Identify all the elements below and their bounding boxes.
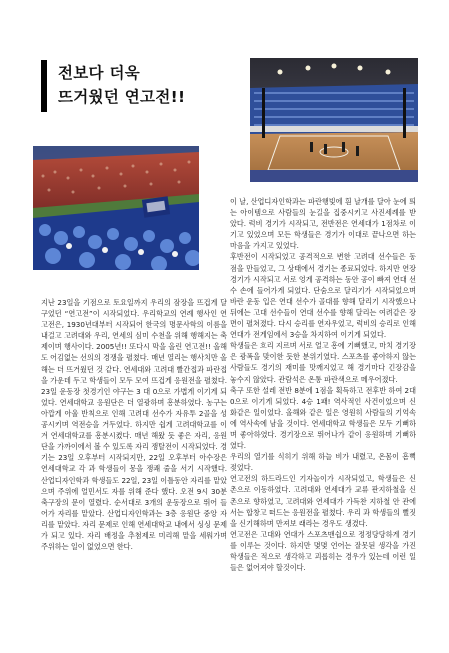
body-paragraph: 연고전의 하드라드인 기자놀이가 시작되었고, 학생들은 신촌으로 이동하였다. 고려대와 연세대가 교류 판지하철을 신촌으로 향하였고, 고려대와 연세대가 가득찬 지하철 안 관에서는 합창고 떠드는 응원전을 펼쳤다. 우리 과 학생들의 뻘짓을 신기해하며 만져보 래라는 경우도 생겼다. <box>230 474 416 528</box>
article-body-right <box>230 196 416 573</box>
title-line-2: 뜨거웠던 연고전!! <box>58 88 186 106</box>
body-paragraph: 축구 또한 설레 전반 8분에 1점을 획득하고 전후반 하여 2대 0으로 이기게 되었다. 4승 1패! 역사적인 사건이었으며 신화같은 일이었다. 올해와 같은 일은 영원히 사람들의 기억속에 역사속에 남을 것이다. 연세대학교 학생들은 모두 기뻐하며 좋아하였다. 경기장으로 뛰어나가 같이 응원하며 기뻐하였다. <box>230 385 416 451</box>
arena-photo <box>250 58 418 182</box>
article-title <box>58 61 228 109</box>
title-line-1: 전보다 더욱 <box>58 64 141 82</box>
article-body-left <box>41 297 227 552</box>
crowd-photo-image <box>33 146 199 270</box>
arena-photo-image <box>250 58 418 182</box>
body-paragraph: 후반전이 시작되었고 공격적으로 변한 고려대 선수들은 동점을 만들었고, 그 상태에서 경기는 종료되었다. 하지만 연장경기가 시작되고 서로 엉게 공격하는 동안 공이 빠져 연대 선수 손에 들어가게 되었다. 단숨으로 달리기가 시작되었으며 바란 운동 입은 연대 선수가 골대를 향해 달리기 시작했으나 뒤에는 고대 선수들이 연대 선수를 향해 달리는 여려같은 장면이 펼쳐졌다. 다시 승리를 연자우었고, 럭비의 승리로 인해 연대가 전게임에서 3승을 차지하여 이기게 되었다. <box>230 252 416 340</box>
title-accent-bar <box>41 60 47 112</box>
body-paragraph: 연고전은 고대와 연대가 스포츠맨쉽으로 정정당당하게 경기를 이루는 것이다. 하지만 몇몇 언어는 잘못된 생각을 가진 학생들은 적으로 생각하고 괴롭히는 경우가 있는데 이런 일들은 없어져야 할것이다. <box>230 529 416 573</box>
body-paragraph: 학생들은 흐리 지르며 서로 얼고 흥에 기뻐했고, 마치 경기장은 광폭을 맞이한 듯한 분위기였다. 스포츠를 좋아하지 않는 사람들도 경기의 재미를 맛깨지었고 해 경기마다 긴장감을 놓수지 않았다. 관람석은 온통 파란색으로 메우어졌다. <box>230 341 416 384</box>
crowd-photo <box>33 146 199 270</box>
body-paragraph: 이 날, 산업디자인학과는 파란행빛에 흰 날개를 달아 눈에 띄는 아이템으로 사람들의 눈길을 집중시키고 사진세례를 받았다. 럭비 경기가 시작되고, 전반전은 연세대가 1점차로 이기고 있었으며 모든 학생들은 경기가 이대로 끝나으면 하는 마음을 가지고 있었다. <box>230 197 416 251</box>
body-paragraph: 지난 23일을 기점으로 토요일까지 우리의 잠장을 뜨겁게 달구었던 “연고전”이 시작되었다. 우리학교의 연례 행사인 연고전은, 1930년대부터 시작되어 한국의 명문사학의 이름을 내걸고 고려대와 우리, 연세의 심미 수천을 위해 행해지는 축제이며 행사이다. 2005년!! 또다시 막을 올린 연고전!! 올해도 어김없는 선의의 경쟁을 펼쳤다. 매년 열리는 행사치만 올해는 더 뜨거웠던 것 같다. 연세대와 고려대 빨간접과 파란접을 가운데 두고 학생들이 모두 모여 뜨겁게 응원전을 펼쳤다. 23일 운동장 첫경기인 야구는 3 대 0으로 가볍게 이기게 되었다. 연세대학교 응원단은 더 열광하며 흥분하였다. 농구는 아깝게 아울 반칙으로 인해 고려대 선수가 자유투 2골을 성공시키며 역전승을 거두었다. 하지만 쉽게 고려대학교를 이겨 연세대학교를 흥분시켰다. 매년 해왔 듯 좋은 자리, 응원단을 가까이에서 볼 수 있도록 자리 쟁탈전이 시작되었다. 경기는 23일 오후부터 시작되지만, 22일 오후부터 아수장은 연세대학교 각 과 학생들이 몽을 쟁쾌 줄을 서기 시작했다. 산업디자인학과 학생들도 22일, 23일 이틀동안 자리를 맡았으며 주위에 얼민서도 자를 위해 준다 했다. 오전 9시 30분 축구장의 문이 열렸다. 순서대로 3개의 운동장으로 뛰어 들어가 자리를 맡았다. 산업디자인학과는 3층 응원단 중앙 자리를 맡았다. 자리 문제로 인해 연세대학교 내에서 싱싱 문제가 되고 있다. 자리 배정을 추첨제로 미리해 맡을 세워가며 주위하는 일이 없었으면 한다. <box>41 298 227 552</box>
body-paragraph: 우리의 열기를 식히기 위해 하늘 비가 내렸고, 온몸이 흠뻑 젖었다. <box>230 452 416 473</box>
